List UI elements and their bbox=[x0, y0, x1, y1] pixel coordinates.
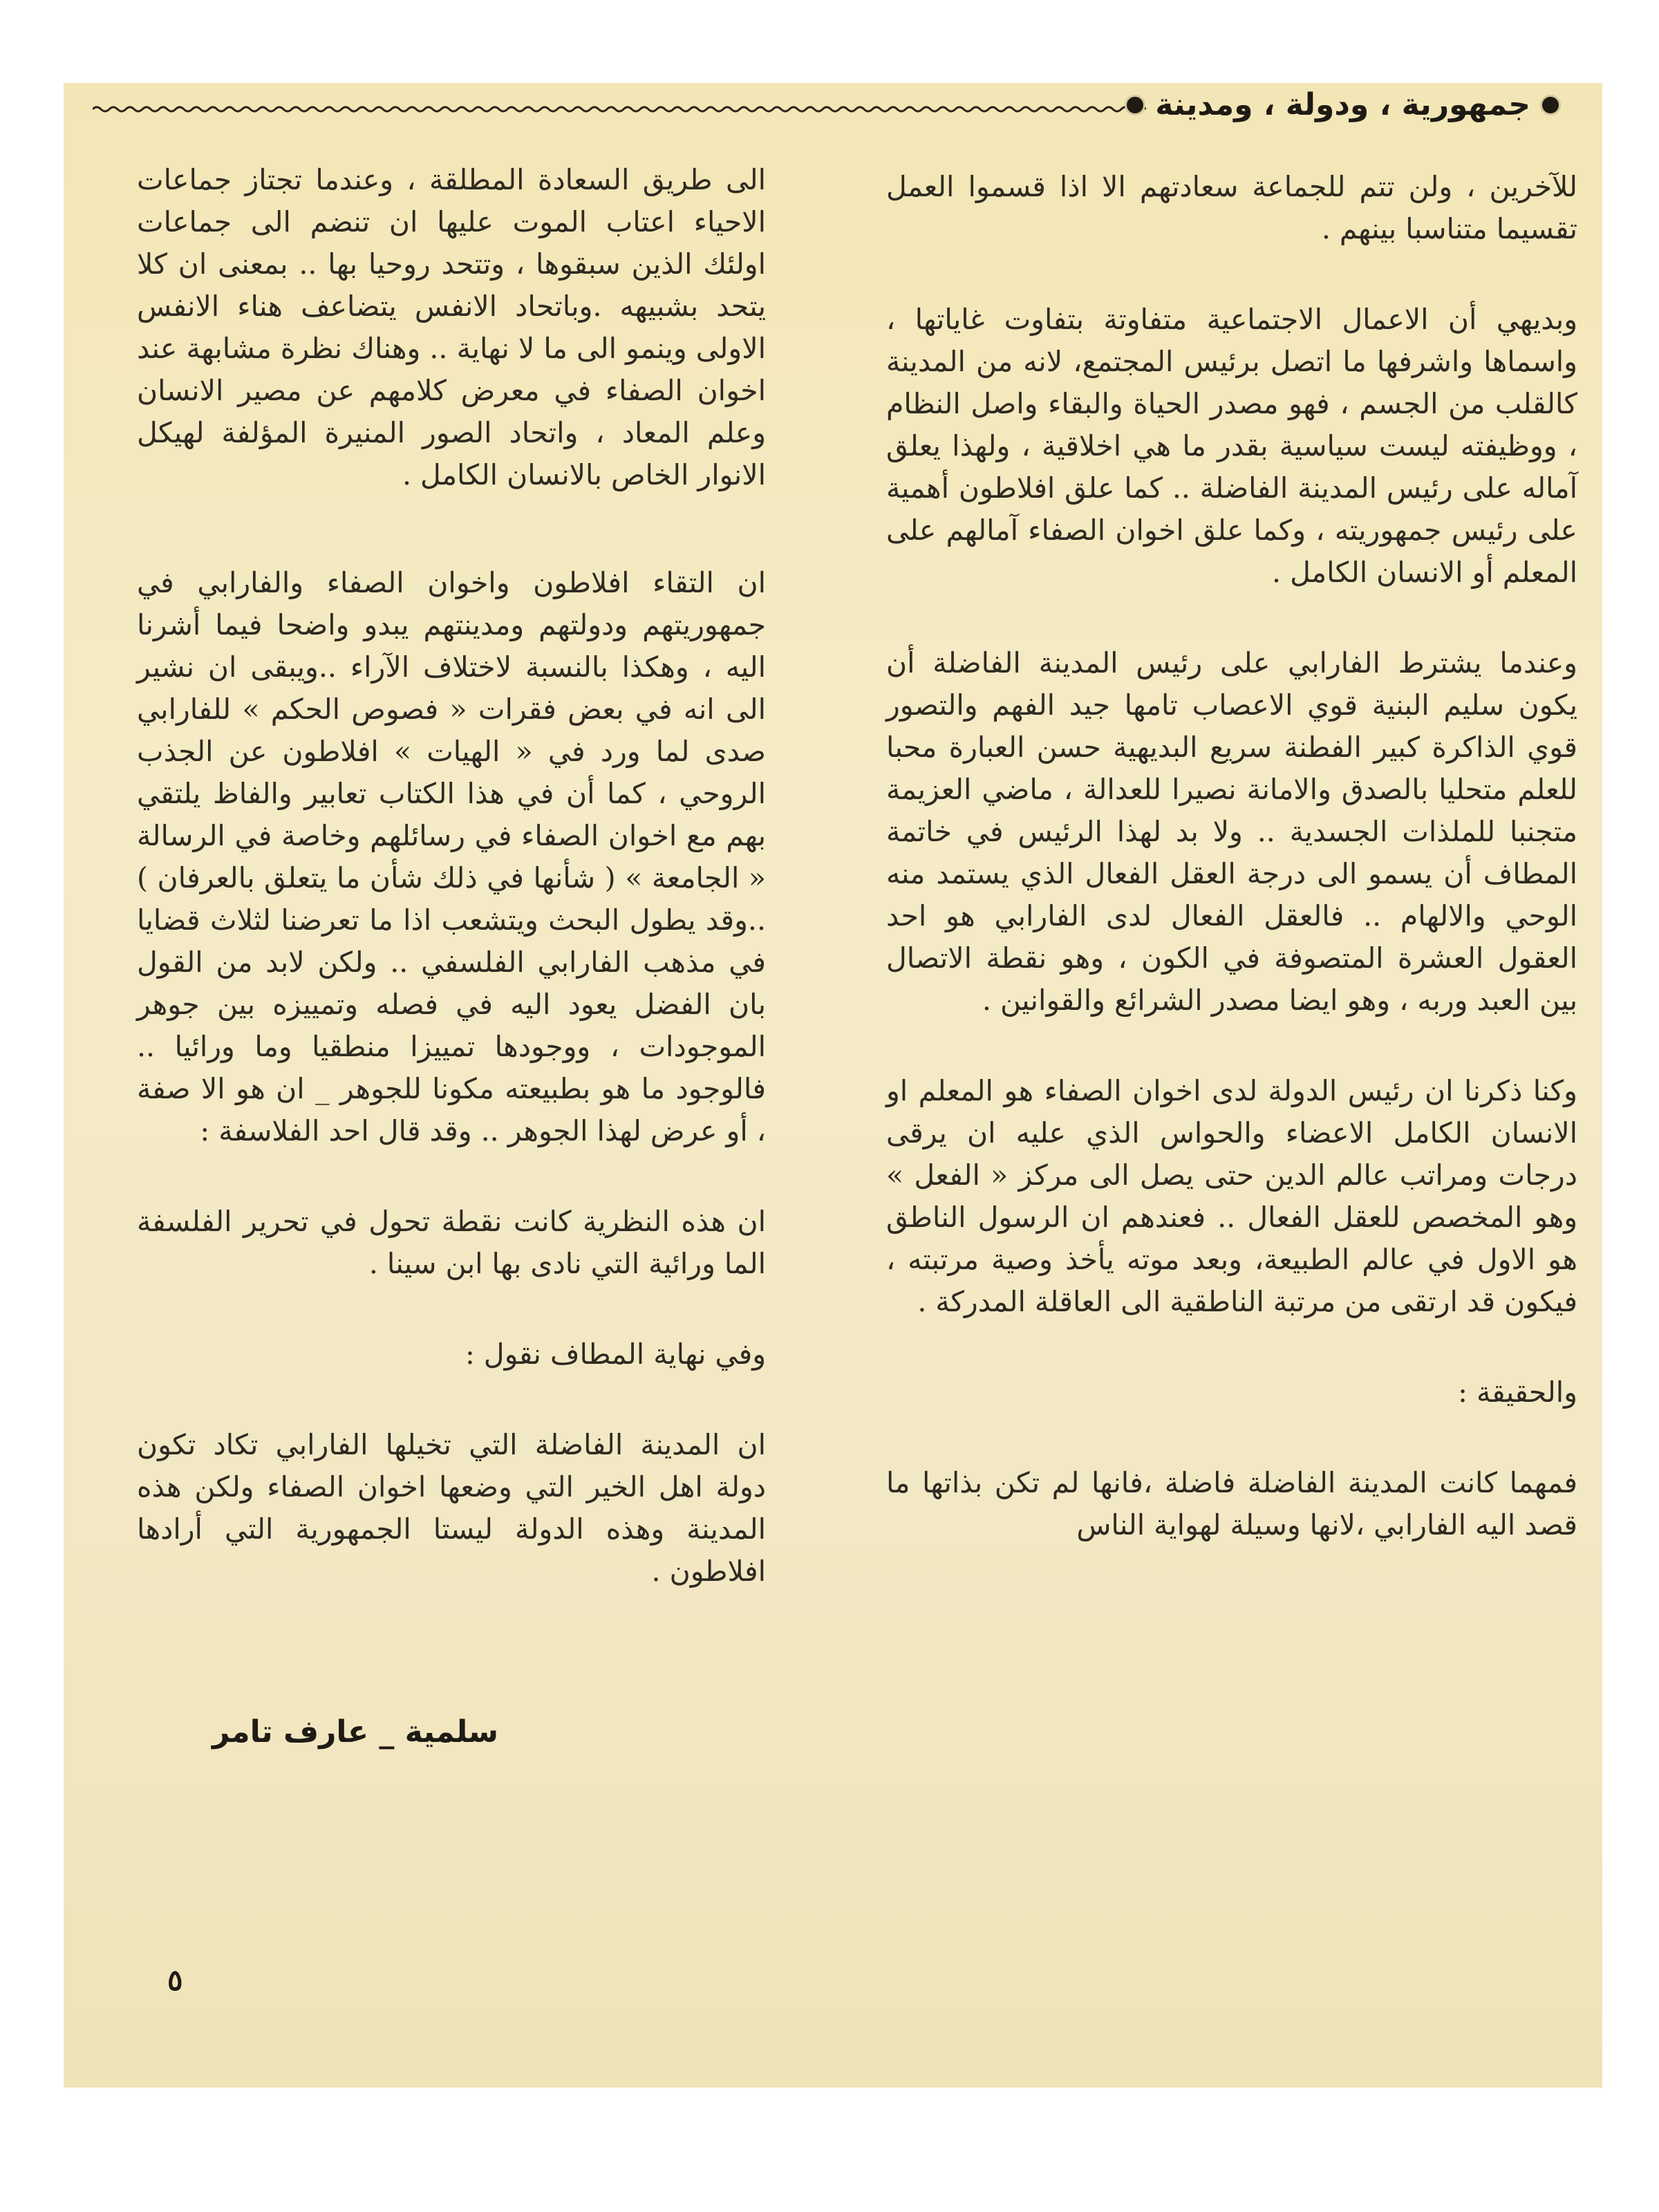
decorative-wavy-rule bbox=[93, 105, 1146, 113]
paragraph: ان المدينة الفاضلة التي تخيلها الفارابي تكاد تكون دولة اهل الخير التي وضعها اخوان الصفاء ولكن هذه المدينة وهذه الدولة ليستا الجمهورية التي أرادها افلاطون . bbox=[137, 1428, 766, 1588]
page-number: ٥ bbox=[167, 1963, 183, 1997]
paragraph: ان هذه النظرية كانت نقطة تحول في تحرير الفلسفة الما ورائية التي نادى بها ابن سينا . bbox=[137, 1205, 766, 1280]
author-signature: سلمية _ عارف تامر bbox=[212, 1714, 499, 1750]
paragraph: الى طريق السعادة المطلقة ، وعندما تجتاز جماعات الاحياء اعتاب الموت عليها ان تنضم الى جماعات اولئك الذين سبقوها ، وتتحد روحيا بها .. بمعنى ان كلا يتحد بشبيهه .وباتحاد الانفس يتضاعف هناء الانفس الاولى وينمو الى ما لا نهاية .. وهناك نظرة مشابهة عند اخوان الصفاء في معرض كلامهم عن مصير الانسان وعلم المعاد ، واتحاد الصور المنيرة المؤلفة لهيكل الانوار الخاص بالانسان الكامل . bbox=[137, 163, 766, 491]
page-header bbox=[64, 83, 1602, 145]
paragraph: فمهما كانت المدينة الفاضلة فاضلة ،فانها لم تكن بذاتها ما قصد اليه الفارابي ،لانها وسيلة لهواية الناس bbox=[886, 1466, 1577, 1541]
paragraph: وبديهي أن الاعمال الاجتماعية متفاوتة بتفاوت غاياتها ، واسماها واشرفها ما اتصل برئيس المجتمع، لانه من المدينة كالقلب من الجسم ، فهو مصدر الحياة والبقاء واصل النظام ، ووظيفته ليست سياسية بقدر ما هي اخلاقية ، ولهذا يعلق آماله على رئيس المدينة الفاضلة .. كما علق افلاطون أهمية على رئيس جمهوريته ، وكما علق اخوان الصفاء آمالهم على المعلم أو الانسان الكامل . bbox=[886, 303, 1577, 589]
bullet-icon bbox=[1540, 95, 1561, 115]
section-title-text: جمهورية ، ودولة ، ومدينة bbox=[1155, 87, 1530, 122]
paragraph: وعندما يشترط الفارابي على رئيس المدينة الفاضلة أن يكون سليم البنية قوي الاعصاب تامها جيد الفهم والتصور قوي الذاكرة كبير الفطنة سريع البديهية حسن العبارة محبا للعلم متحليا بالصدق والامانة نصيرا للعدالة ، ماضي العزيمة متجنبا للملذات الجسدية .. ولا بد لهذا الرئيس في خاتمة المطاف أن يسمو الى درجة العقل الفعال الذي يستمد منه الوحي والالهام .. فالعقل الفعال لدى الفارابي هو احد العقول العشرة المتصوفة في الكون ، وهو نقطة الاتصال بين العبد وربه ، وهو ايضا مصدر الشرائع والقوانين . bbox=[886, 646, 1577, 1017]
article-column-right bbox=[886, 166, 1577, 1546]
paragraph: وفي نهاية المطاف نقول : bbox=[465, 1338, 766, 1371]
paragraph: والحقيقة : bbox=[1458, 1376, 1577, 1409]
paragraph: ان التقاء افلاطون واخوان الصفاء والفارابي في جمهوريتهم ودولتهم ومدينتهم يبدو واضحا فيما أشرنا اليه ، وهكذا بالنسبة لاختلاف الآراء ..ويبقى ان نشير الى انه في بعض فقرات « فصوص الحكم » للفارابي صدى لما ورد في « الهيات » افلاطون عن الجذب الروحي ، كما أن في هذا الكتاب تعابير والفاظ يلتقي بهم مع اخوان الصفاء في رسائلهم وخاصة في الرسالة « الجامعة » ( شأنها في ذلك شأن ما يتعلق بالعرفان ) ..وقد يطول البحث ويتشعب اذا ما تعرضنا لثلاث قضايا في مذهب الفارابي الفلسفي .. ولكن لابد من القول بان الفضل يعود اليه في فصله وتمييزه بين جوهر الموجودات ، ووجودها تمييزا منطقيا وما ورائيا .. فالوجود ما هو بطبيعته مكونا للجوهر _ ان هو الا صفة ، أو عرض لهذا الجوهر .. وقد قال احد الفلاسفة : bbox=[137, 566, 766, 1147]
magazine-page bbox=[64, 83, 1602, 2088]
section-title bbox=[1125, 87, 1561, 122]
paragraph: للآخرين ، ولن تتم للجماعة سعادتهم الا اذا قسموا العمل تقسيما متناسبا بينهم . bbox=[886, 170, 1577, 245]
article-column-left bbox=[137, 159, 766, 1593]
paragraph: وكنا ذكرنا ان رئيس الدولة لدى اخوان الصفاء هو المعلم او الانسان الكامل الاعضاء والحواس الذي عليه ان يرقى درجات ومراتب عالم الدين حتى يصل الى مركز « الفعل » وهو المخصص للعقل الفعال .. فعندهم ان الرسول الناطق هو الاول في عالم الطبيعة، وبعد موته يأخذ وصية مرتبته ، فيكون قد ارتقى من مرتبة الناطقية الى العاقلة المدركة . bbox=[886, 1074, 1577, 1318]
bullet-icon bbox=[1125, 95, 1145, 115]
